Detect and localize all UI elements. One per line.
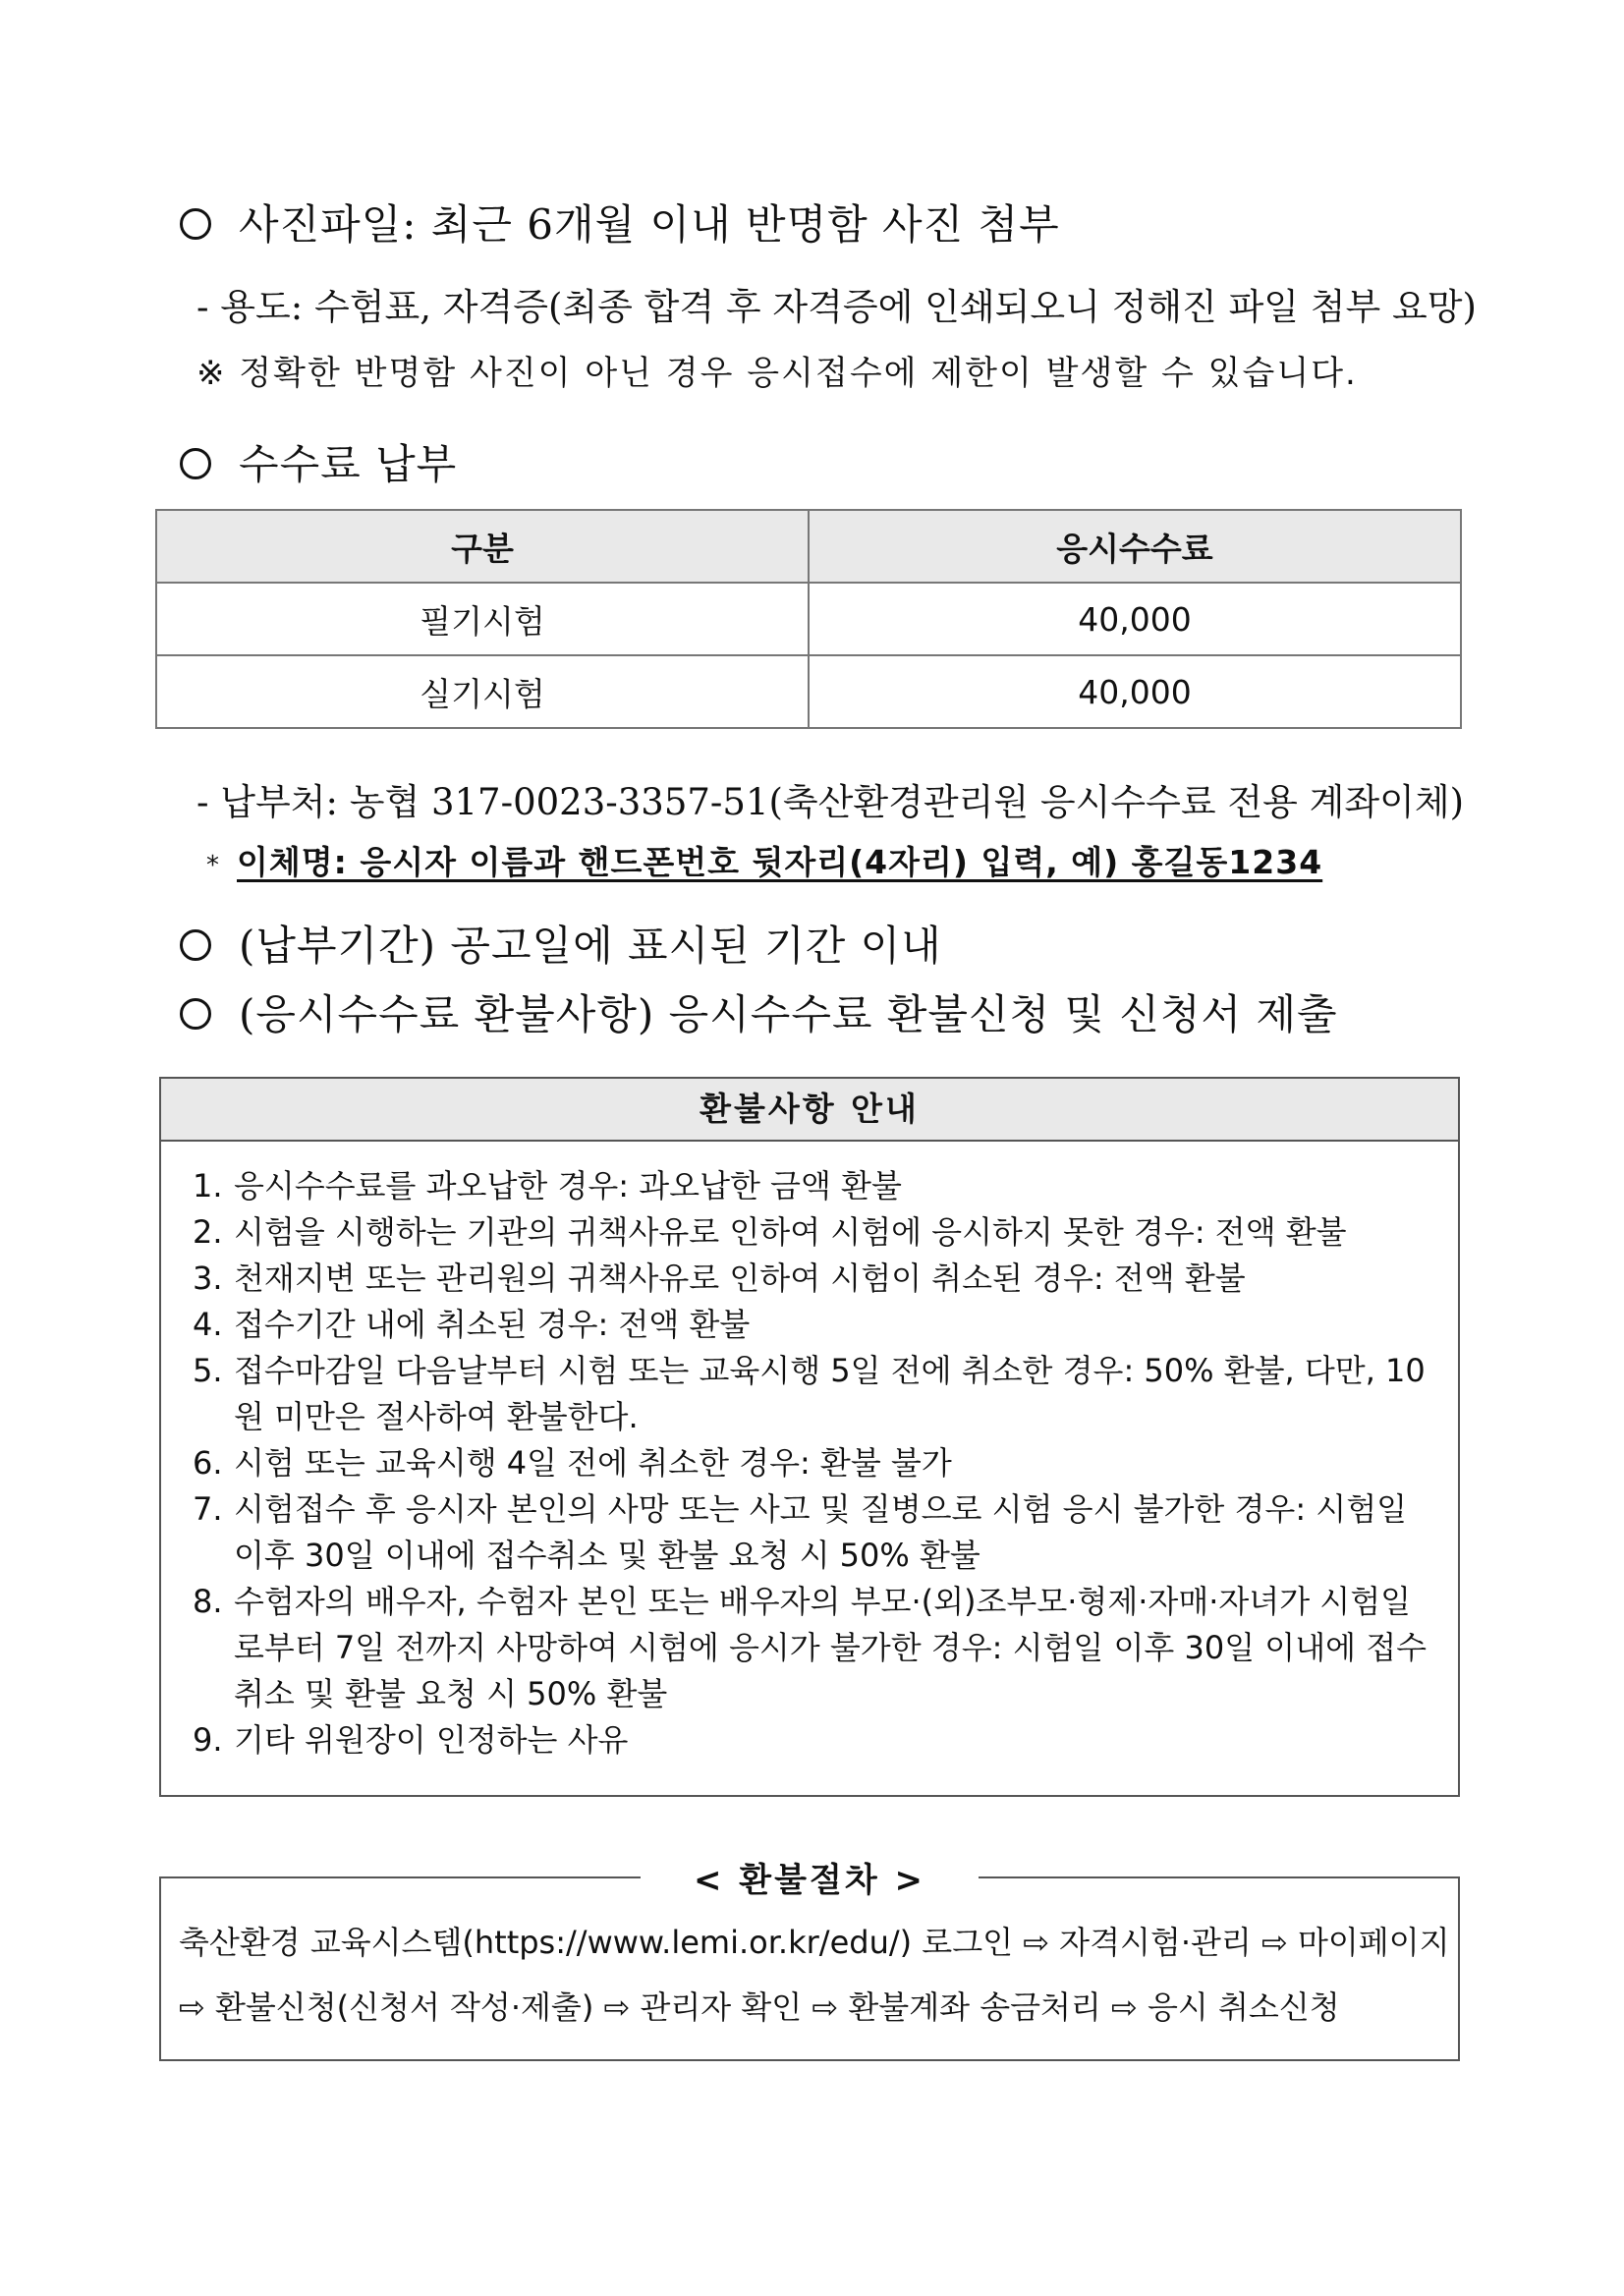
period-line: (납부기간) 공고일에 표시된 기간 이내 <box>180 914 942 973</box>
list-item: 3. 천재지변 또는 관리원의 귀책사유로 인하여 시험이 취소된 경우: 전액 환불 <box>193 1260 1246 1297</box>
list-item: 8. 수험자의 배우자, 수험자 본인 또는 배우자의 부모·(외)조부모·형제·자매·자녀가 시험일로부터 7일 전까지 사망하여 시험에 응시가 불가한 경우: 시험일 이후 30일 이내에 접수취소 및 환불 요청 시 50% 환불 <box>193 1583 1428 1712</box>
circle-bullet-icon <box>180 448 211 479</box>
table-cell: 필기시험 <box>156 583 809 655</box>
table-cell: 40,000 <box>809 583 1461 655</box>
fee-section-title: 수수료 납부 <box>180 432 457 491</box>
fee-depositor <box>206 837 1322 883</box>
list-item: 1. 응시수수료를 과오납한 경우: 과오납한 금액 환불 <box>193 1167 902 1204</box>
depositor-text: 이체명: 응시자 이름과 핸드폰번호 뒷자리(4자리) 입력, 예) 홍길동1234 <box>237 843 1323 881</box>
refund-list <box>161 1142 1458 1764</box>
table-cell: 실기시험 <box>156 655 809 728</box>
list-item: 6. 시험 또는 교육시행 4일 전에 취소한 경우: 환불 불가 <box>193 1444 952 1482</box>
list-item: 9. 기타 위원장이 인정하는 사유 <box>193 1721 629 1759</box>
fee-table-header-category: 구분 <box>156 510 809 583</box>
photo-usage: - 용도: 수험표, 자격증(최종 합격 후 자격증에 인쇄되오니 정해진 파일 첨부 요망) <box>196 286 1477 328</box>
procedure-line-2: ⇨ 환불신청(신청서 작성·제출) ⇨ 관리자 확인 ⇨ 환불계좌 송금처리 ⇨ 응시 취소신청 <box>179 1988 1340 2026</box>
fee-table-header-fee: 응시수수료 <box>809 510 1461 583</box>
list-item: 5. 접수마감일 다음날부터 시험 또는 교육시행 5일 전에 취소한 경우: 50% 환불, 다만, 10원 미만은 절사하여 환불한다. <box>193 1352 1426 1435</box>
photo-note: ※ 정확한 반명함 사진이 아닌 경우 응시접수에 제한이 발생할 수 있습니다. <box>196 354 1358 393</box>
list-item: 4. 접수기간 내에 취소된 경우: 전액 환불 <box>193 1306 751 1343</box>
refund-notice-line: (응시수수료 환불사항) 응시수수료 환불신청 및 신청서 제출 <box>180 982 1338 1041</box>
circle-bullet-icon <box>180 929 211 961</box>
table-row <box>156 583 1461 655</box>
photo-section-title: 사진파일: 최근 6개월 이내 반명함 사진 첨부 <box>180 193 1060 252</box>
procedure-box <box>159 1876 1460 2061</box>
refund-info-title: 환불사항 안내 <box>161 1079 1458 1142</box>
list-item: 2. 시험을 시행하는 기관의 귀책사유로 인하여 시험에 응시하지 못한 경우: 전액 환불 <box>193 1213 1347 1251</box>
circle-bullet-icon <box>180 208 211 240</box>
procedure-title: < 환불절차 > <box>693 1861 926 1900</box>
table-cell: 40,000 <box>809 655 1461 728</box>
fee-table <box>155 509 1462 729</box>
procedure-line-1: 축산환경 교육시스템(https://www.lemi.or.kr/edu/) 로그인 ⇨ 자격시험·관리 ⇨ 마이페이지 <box>179 1924 1450 1961</box>
refund-info-box <box>159 1077 1460 1797</box>
asterisk-mark: * <box>206 851 219 880</box>
fee-account: - 납부처: 농협 317-0023-3357-51(축산환경관리원 응시수수료 전용 계좌이체) <box>196 781 1465 823</box>
fee-table-header-row <box>156 510 1461 583</box>
circle-bullet-icon <box>180 998 211 1030</box>
list-item: 7. 시험접수 후 응시자 본인의 사망 또는 사고 및 질병으로 시험 응시 불가한 경우: 시험일 이후 30일 이내에 접수취소 및 환불 요청 시 50% 환불 <box>193 1490 1408 1574</box>
table-row <box>156 655 1461 728</box>
